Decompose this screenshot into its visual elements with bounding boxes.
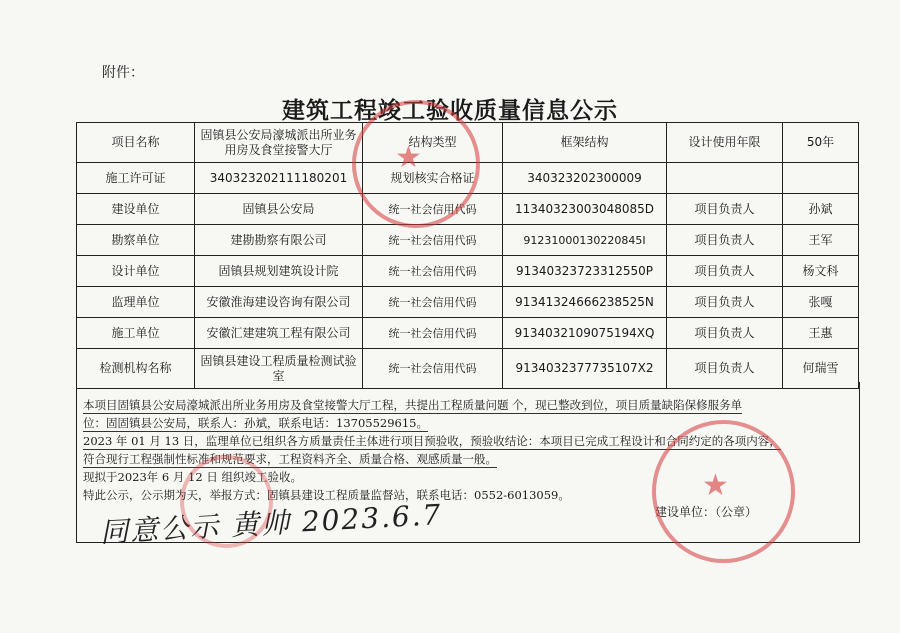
row-label: 监理单位: [77, 287, 195, 318]
row-mid-label: 统一社会信用代码: [363, 225, 503, 256]
notice-line: 符合现行工程强制性标准和规范要求，工程资料齐全、质量合格、观感质量一般。: [83, 452, 497, 466]
row-mid-label: 规划核实合格证: [363, 163, 503, 194]
row-value: 340323202111180201: [195, 163, 363, 194]
row-mid-value: 9134032377735107X2: [503, 349, 667, 389]
row-right-value: 孙斌: [783, 194, 859, 225]
row-right-label: [667, 163, 783, 194]
row-value: 安徽淮海建设咨询有限公司: [195, 287, 363, 318]
row-label: 施工单位: [77, 318, 195, 349]
row-mid-label: 统一社会信用代码: [363, 349, 503, 389]
row-value: 固镇县公安局濠城派出所业务用房及食堂接警大厅: [195, 123, 363, 163]
row-label: 设计单位: [77, 256, 195, 287]
row-right-value: 杨文科: [783, 256, 859, 287]
row-right-value: [783, 163, 859, 194]
row-mid-value: 340323202300009: [503, 163, 667, 194]
row-mid-label: 统一社会信用代码: [363, 318, 503, 349]
notice-line: 2023 年 01 月 13 日，监理单位已组织各方质量责任主体进行项目预验收，预验收结论：本项目已完成工程设计和合同约定的各项内容，: [83, 434, 781, 448]
row-mid-value: 框架结构: [503, 123, 667, 163]
row-label: 施工许可证: [77, 163, 195, 194]
row-label: 勘察单位: [77, 225, 195, 256]
seal-star-icon: ★: [702, 468, 729, 503]
attachment-label: 附件：: [102, 65, 144, 81]
row-mid-label: 统一社会信用代码: [363, 256, 503, 287]
handwritten-signature: 同意公示 黄帅 2023.6.7: [99, 498, 444, 549]
seal-star-icon: ★: [395, 140, 422, 175]
row-mid-value: 9134032109075194XQ: [503, 318, 667, 349]
row-right-label: 项目负责人: [667, 256, 783, 287]
row-mid-label: 统一社会信用代码: [363, 194, 503, 225]
row-right-label: 项目负责人: [667, 318, 783, 349]
notice-line: 位：固固镇县公安局，联系人：孙斌，联系电话：13705529615。: [83, 416, 428, 430]
row-right-value: 何瑞雪: [783, 349, 859, 389]
notice-line: 现拟于2023年 6 月 12 日 组织竣工验收。: [83, 470, 302, 484]
row-value: 固镇县规划建筑设计院: [195, 256, 363, 287]
row-label: 检测机构名称: [77, 349, 195, 389]
row-value: 建勘勘察有限公司: [195, 225, 363, 256]
table-row: [77, 256, 859, 287]
row-right-value: 张嘎: [783, 287, 859, 318]
row-mid-value: 11340323003048085D: [503, 194, 667, 225]
row-right-label: 项目负责人: [667, 287, 783, 318]
table-row: [77, 225, 859, 256]
official-seal-small: [180, 455, 273, 548]
row-value: 安徽汇建建筑工程有限公司: [195, 318, 363, 349]
row-value: 固镇县建设工程质量检测试验室: [195, 349, 363, 389]
table-row: [77, 318, 859, 349]
row-mid-label: 结构类型: [363, 123, 503, 163]
row-right-label: 项目负责人: [667, 225, 783, 256]
row-right-label: 项目负责人: [667, 194, 783, 225]
construction-unit-seal-label: 建设单位：（公章）: [655, 505, 758, 519]
row-value: 固镇县公安局: [195, 194, 363, 225]
row-right-label: 设计使用年限: [667, 123, 783, 163]
row-mid-label: 统一社会信用代码: [363, 287, 503, 318]
row-mid-value: 91231000130220845I: [503, 225, 667, 256]
notice-line: 本项目固镇县公安局濠城派出所业务用房及食堂接警大厅工程，共提出工程质量问题 个，现已整改到位，项目质量缺陷保修服务单: [83, 398, 743, 412]
row-right-value: 王军: [783, 225, 859, 256]
table-row: [77, 287, 859, 318]
notice-line: 特此公示，公示期为天，举报方式：固镇县建设工程质量监督站，联系电话：0552-6013059。: [83, 488, 570, 502]
row-right-label: 项目负责人: [667, 349, 783, 389]
row-mid-value: 91340323723312550P: [503, 256, 667, 287]
row-label: 建设单位: [77, 194, 195, 225]
row-label: 项目名称: [77, 123, 195, 163]
row-mid-value: 91341324666238525N: [503, 287, 667, 318]
row-right-value: 王惠: [783, 318, 859, 349]
row-right-value: 50年: [783, 123, 859, 163]
document-title: 建筑工程竣工验收质量信息公示: [282, 97, 618, 124]
